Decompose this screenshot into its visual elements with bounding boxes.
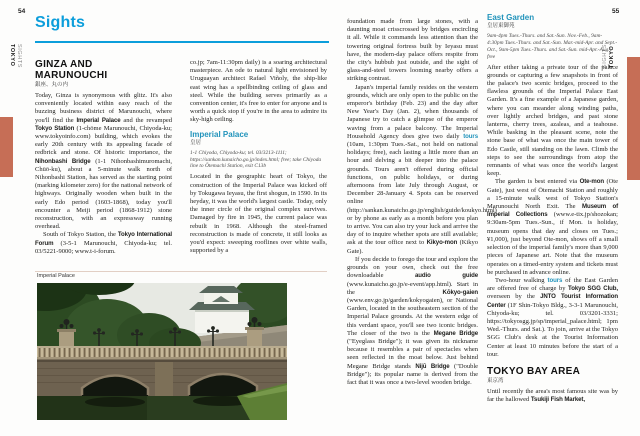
chapter-tab-block-left [0, 117, 13, 177]
heading-tokyo-bay-area: TOKYO BAY AREA [487, 365, 581, 377]
paragraph-east-garden-description: After either taking a private tour of the palace grounds or capturing a few snapshots in front of the palace's two scenic bridges, proceed to the flawless grounds of the Imperial Palace East Garden. It's a fine example of a Japanese garden, where you can meander along winding paths, over lightly arched bridges, and past stone lanterns, cherry trees, azaleas, and a teahouse. While basking in the pleasant scene, note the stone base of what was once the main tower of Edo Castle, still standing on the lawn. Climb the steps to see the surroundings from atop the remnants of what was once the world's largest keep. [487, 63, 618, 178]
paragraph-audio-guide-bridges: If you decide to forego the tour and explore the grounds on your own, check out the free downloadable audio guide (www.kunaicho.go.jp/e-event/app.html). Start in the Kōkyo-gaien (www.env.go.jp/garden/kokyogaien), or National Garden, located in the southeastern section of the Imperial Palace grounds. At the western edge of this verdant space, you'll see two iconic bridges. The closer of the two is the Megane Bridge ("Eyeglass Bridge"); it was given its nickname because it resembles a pair of spectacles when seen reflected in the moat below. Just behind Megane Bridge stands Nijū Bridge ("Double Bridge"); its popular name is derived from the fact that it was once a two-level wooden bridge. [347, 255, 479, 386]
heading-ginza-and-marunouchi: GINZA AND MARUNOUCHI [35, 59, 108, 81]
paragraph-forum-continuation: co.jp; 7am-11:30pm daily) is a soaring architectural masterpiece. An ode to natural light envisioned by Uruguayan architect Rafael Viñoly, the ship-like east wing has a spellbinding ceiling of glass and steel. While the building serves primarily as a convention center, it's free to enter for anyone and is worth a quick stop if you're in the area to admire its sky-high ceiling. [190, 59, 327, 124]
heading-tokyo-bay-japanese: 東京湾 [487, 377, 504, 384]
listing-details-imperial-palace: 1-1 Chiyoda, Chiyoda-ku; tel. 03/3213-1111; https://sankan.kunaicho.go.jp/index.html; free; take Chiyoda line to Ōtemachi Station, exit C13b [190, 149, 322, 170]
section-title: Sights [35, 14, 86, 31]
tab-region-label: TOKYO [609, 45, 615, 69]
paragraph-palace-continuation: foundation made from large stones, with a daunting moat crisscrossed by bridges encircling it all. While it commands less attention than the towering original fortress built by Ieyasu must have, the modern-day palace offers respite from the city's hubbub just outside, and the sight of glass-and-steel towers looming nearby offers a striking contrast. [347, 18, 478, 83]
paragraph-ote-mon-museum: The garden is best entered via Ote-mon (Ote Gate), just west of Ōtemachi Station and roughly a 15-minute walk west of Tokyo Station's Marunouchi North Exit. The Museum of Imperial Collections (www.e-tix.jp/shozokan; 9:30am-5pm Tues.-Sun., if Mon. is holiday, museum opens that day and closes on Tues.; ¥1,000), just beyond Ote-mon, shows off a small selection of the imperial family's more than 9,000 pieces of Japanese art. Note that the museum operates on a timed-entry system and tickets must be purchased in advance online. [487, 178, 618, 276]
heading-imperial-palace: Imperial Palace [190, 129, 249, 139]
tab-section-label: SIGHTS [16, 44, 22, 69]
section-title-rule [35, 41, 329, 43]
page-number-right: 55 [612, 8, 620, 15]
paragraph-imperial-family-tours: Japan's imperial family resides on the western grounds, which are only open to the public on the emperor's birthday (Feb. 23) and the day after New Year's Day (Jan. 2), when thousands of Japanese try to catch a glimpse of the emperor waving from a palace balcony. The Imperial Household Agency does give two daily tours (10am, 1:30pm Tues.-Sat., not held on national holidays; free), each lasting a little more than an hour and delving a bit deeper into the palace grounds. Tours aren't offered during official functions, on public holidays, or during afternoons from late July through August, or December 28-January 4. Spots can be reserved online (http://sankan.kunaicho.go.jp/english/guide/koukyo.html) or by phone as early as a month before you plan to arrive. You can also try your luck and arrive the day of to inquire whether spots are still available; ask at the tour office next to Kikyo-mon (Kikyo Gate). [347, 83, 497, 255]
paragraph-imperial-palace-history: Located in the geographic heart of Tokyo, the construction of the Imperial Palace was kicked off by Tokugawa Ieyasu, the first shogun, in 1590. In its heyday, it was the world's largest castle. Today, only the inner circle of the original complex survives. Damaged by fire in 1945, the current palace was rebuilt in 1968. Although the steel-framed reconstruction is made of concrete, it still looks as you'd expect: sweeping rooflines over white walls, supported by a [190, 173, 327, 255]
paragraph-walking-tours: Two-hour walking tours of the East Garden are offered free of charge by Tokyo SGG Club, overseen by the JNTO Tourist Information Center (1F Shin-Tokyo Bldg., 3-3-1 Marunouchi, Chiyoda-ku; tel. 03/3201-3331; https://tokyosgg.jp/sp/imperial_palace.html; 1pm Wed.-Thurs. and Sat.). To join, arrive at the Tokyo SGG Club's desk at the Tourist Information Center at least 10 minutes before the start of a tour. [487, 276, 619, 358]
photo-caption-rule [35, 271, 327, 272]
paragraph-ginza-intro: Today, Ginza is synonymous with glitz. It's also conveniently located within easy reach of the buzzing business district of Marunouchi, where you'll find the Imperial Palace and the revamped Tokyo Station (1-chōme Marunouchi, Chiyoda-ku; www.tokyoinfo.com) building, which evokes the early 20th century with its appealing facade of redbrick and stone. Of historic importance, the Nihonbashi Bridge (1-1 Nihonbashimuromachi, Chūō-ku), about a 5-minute walk north of Nihonbashi Station, has served as the starting point (marking kilometer zero) for the national network of highways. Originally wooden when built in the early Edo period (1603-1868), today you'll encounter a Meiji period (1868-1912) stone reconstruction, with an expressway running overhead. [35, 92, 173, 231]
imperial-palace-photo [37, 283, 287, 420]
chapter-tab-block-right [627, 57, 640, 180]
imperial-palace-photo-illustration [37, 283, 287, 420]
heading-ginza-japanese: 銀座、丸の内 [35, 82, 69, 88]
listing-details-east-garden: 9am-4pm Tues.-Thurs. and Sat.-Sun. Nov.-Feb., 9am-4:30pm Tues.-Thurs. and Sat.-Sun. Mar.-mid-Apr. and Sept.-Oct., 9am-5pm Tues.-Thurs. and Sat.-Sun. mid-Apr.-Aug.; free [487, 33, 618, 60]
column-east-garden [487, 13, 618, 404]
tab-region-label: TOKYO [9, 44, 15, 67]
column-imperial-palace [190, 59, 327, 255]
chapter-tab-left [8, 44, 22, 68]
column-ginza-marunouchi [35, 59, 172, 256]
photo-caption: Imperial Palace [37, 273, 75, 279]
page-number-left: 54 [18, 8, 26, 15]
paragraph-tokyo-bay-intro: Until recently the area's most famous site was by far the hallowed Tsukiji Fish Market, [487, 387, 618, 404]
tab-section-label: SIGHTS [602, 44, 608, 69]
paragraph-tokyo-international-forum: South of Tokyo Station, the Tokyo International Forum (3-5-1 Marunouchi, Chiyoda-ku; tel. 03/5221-9000; www.t-i-forum. [35, 231, 173, 255]
heading-imperial-palace-japanese: 皇居 [190, 139, 202, 146]
heading-east-garden-japanese: 皇居東御苑 [487, 23, 515, 29]
heading-east-garden: East Garden [487, 13, 535, 22]
